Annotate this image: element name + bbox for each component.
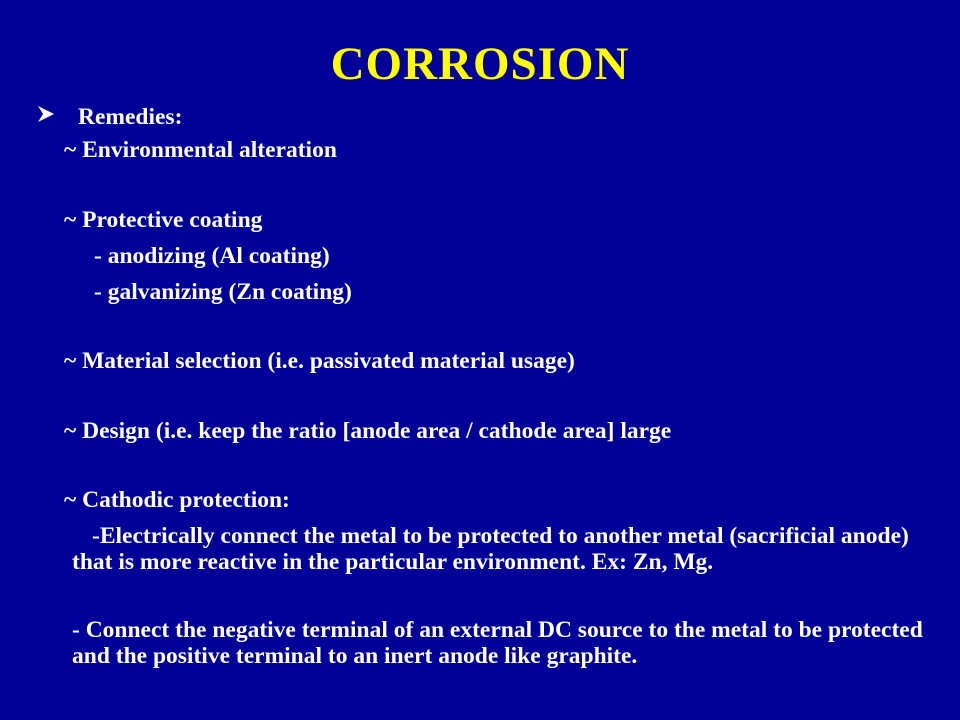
- remedy-cathodic-protection: ~ Cathodic protection:: [64, 487, 290, 513]
- coating-galvanizing: - galvanizing (Zn coating): [94, 279, 352, 305]
- remedy-protective-coating: ~ Protective coating: [64, 207, 263, 233]
- remedy-design: ~ Design (i.e. keep the ratio [anode area / cathode area] large: [64, 418, 672, 444]
- slide-title: CORROSION: [330, 38, 630, 90]
- coating-anodizing: - anodizing (Al coating): [94, 243, 330, 269]
- cathodic-impressed-current-text: - Connect the negative terminal of an external DC source to the metal to be protected and the positive terminal to an inert anode like graphite.: [72, 617, 923, 669]
- remedy-environmental: ~ Environmental alteration: [64, 137, 337, 163]
- arrowhead-bullet-icon: [36, 104, 56, 130]
- remedy-material-selection: ~ Material selection (i.e. passivated material usage): [64, 348, 575, 374]
- cathodic-sacrificial-anode-text: -Electrically connect the metal to be protected to another metal (sacrificial anode) that is more reactive in the particular environment. Ex: Zn, Mg.: [72, 523, 909, 575]
- remedies-heading: Remedies:: [78, 104, 183, 130]
